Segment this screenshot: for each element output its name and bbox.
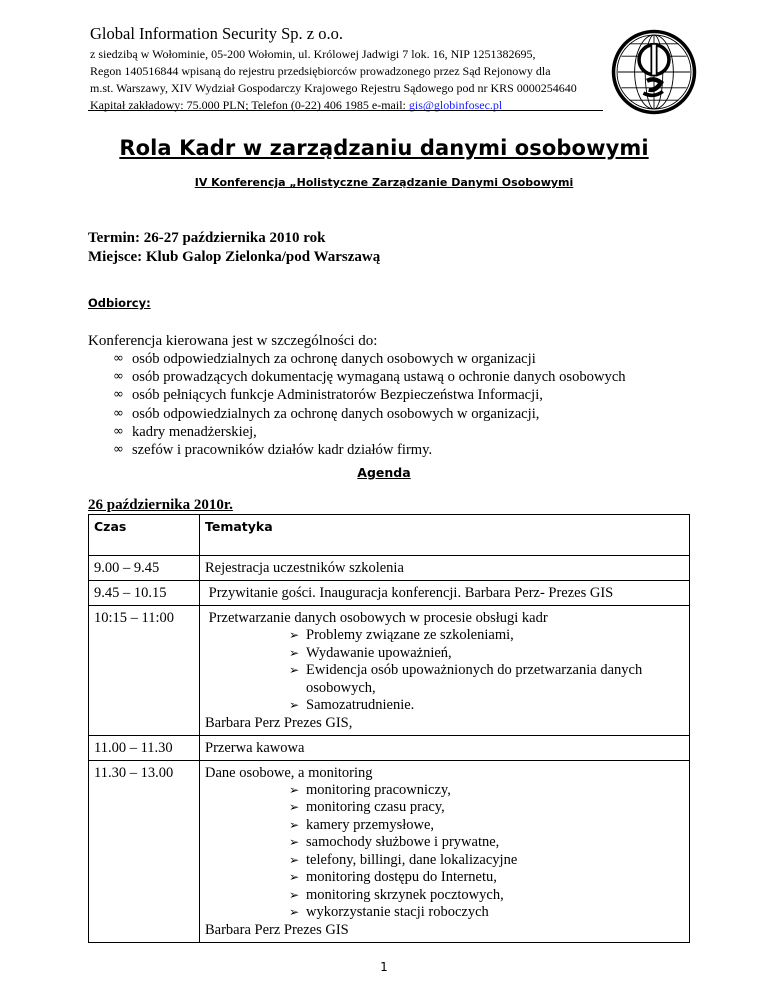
sublist-text: samochody służbowe i prywatne,	[306, 834, 500, 850]
list-item	[88, 441, 626, 459]
company-detail-line: m.st. Warszawy, XIV Wydział Gospodarczy Krajowego Rejestru Sądowego pod nr KRS 0000254640	[90, 81, 577, 95]
sublist-text: wykorzystanie stacji roboczych	[306, 904, 489, 920]
sublist-text: Wydawanie upoważnień,	[306, 644, 452, 661]
list-item	[88, 423, 626, 441]
arrow-bullet-icon: ➢	[289, 663, 300, 677]
list-item	[289, 904, 684, 922]
list-item	[289, 627, 669, 645]
row-time: 10:15 – 11:00	[89, 606, 200, 736]
list-item	[289, 645, 669, 663]
event-term: Termin: 26-27 października 2010 rok	[88, 230, 326, 246]
agenda-heading: Agenda	[357, 465, 411, 480]
sublist-text: monitoring skrzynek pocztowych,	[306, 886, 504, 903]
company-logo	[610, 28, 698, 116]
sublist-text: kamery przemysłowe,	[306, 816, 435, 833]
event-place: Miejsce: Klub Galop Zielonka/pod Warszawą	[88, 249, 381, 265]
row-topic: Przetwarzanie danych osobowych w procesie obsługi kadr	[205, 610, 548, 626]
arrow-bullet-icon: ➢	[289, 905, 300, 919]
company-details	[90, 46, 600, 114]
arrow-bullet-icon: ➢	[289, 817, 300, 832]
sublist-text: Samozatrudnienie.	[306, 697, 415, 713]
table-row	[89, 735, 690, 760]
list-item	[289, 662, 669, 697]
table-header-row	[89, 515, 690, 556]
contact-prefix: Kapitał zakładowy: 75.000 PLN; Telefon (0-22) 406 1985 e-mail:	[90, 98, 409, 112]
letterhead	[90, 24, 600, 114]
row-topic: Przerwa kawowa	[200, 735, 690, 760]
row-speaker: Barbara Perz Prezes GIS	[205, 921, 349, 938]
row-topic: Dane osobowe, a monitoring	[205, 764, 373, 781]
agenda-table	[88, 514, 690, 943]
row-time: 11.30 – 13.00	[89, 760, 200, 942]
event-details	[88, 229, 380, 267]
column-header-topic: Tematyka	[200, 515, 690, 556]
document-subtitle: IV Konferencja „Holistyczne Zarządzanie Danymi Osobowymi	[194, 176, 574, 189]
agenda-day: 26 października 2010r.	[88, 497, 233, 513]
list-item	[289, 697, 669, 715]
recipients-heading: Odbiorcy:	[88, 296, 151, 310]
company-detail-line: Regon 140516844 wpisaną do rejestru przedsiębiorców prowadzonego przez Sąd Rejonowy dla	[90, 64, 551, 78]
list-item	[289, 869, 684, 887]
row-topic: Przywitanie gości. Inauguracja konferencji. Barbara Perz- Prezes GIS	[200, 581, 690, 606]
list-item	[289, 834, 684, 852]
table-row	[89, 581, 690, 606]
arrow-bullet-icon: ➢	[289, 835, 300, 849]
sublist-text: monitoring czasu pracy,	[306, 799, 445, 815]
row-topic-cell	[200, 606, 690, 736]
list-item	[289, 852, 684, 870]
recipient-text: kadry menadżerskiej,	[132, 423, 257, 440]
list-item	[289, 817, 684, 835]
table-row	[89, 556, 690, 581]
topic-sublist	[289, 627, 669, 715]
topic-sublist	[289, 782, 684, 922]
sublist-text: telefony, billingi, dane lokalizacyjne	[306, 851, 518, 868]
list-item	[289, 887, 684, 905]
email-link[interactable]: gis@globinfosec.pl	[408, 98, 503, 112]
row-time: 9.45 – 10.15	[89, 581, 200, 606]
list-item	[289, 799, 684, 817]
arrow-bullet-icon: ➢	[289, 628, 300, 642]
arrow-bullet-icon: ➢	[289, 782, 300, 797]
header-divider	[88, 110, 603, 111]
page-number: 1	[380, 960, 388, 974]
arrow-bullet-icon: ➢	[289, 852, 300, 867]
sublist-text: Problemy związane ze szkoleniami,	[306, 627, 514, 643]
arrow-bullet-icon: ➢	[289, 887, 300, 902]
row-time: 11.00 – 11.30	[89, 735, 200, 760]
arrow-bullet-icon: ➢	[289, 645, 300, 660]
recipients-list	[88, 350, 626, 459]
row-topic: Rejestracja uczestników szkolenia	[200, 556, 690, 581]
recipient-text: osób prowadzących dokumentację wymaganą ustawą o ochronie danych osobowych	[132, 369, 626, 386]
arrow-bullet-icon: ➢	[289, 698, 300, 712]
company-detail-line: z siedzibą w Wołominie, 05-200 Wołomin, ul. Królowej Jadwigi 7 lok. 16, NIP 1251382695,	[90, 47, 536, 61]
recipients-intro: Konferencja kierowana jest w szczególności do:	[88, 333, 378, 349]
list-item	[88, 368, 626, 386]
sublist-text: monitoring dostępu do Internetu,	[306, 869, 497, 885]
sublist-text: monitoring pracowniczy,	[306, 781, 451, 798]
company-contact-line	[90, 97, 600, 114]
list-item	[88, 386, 626, 404]
sublist-text: Ewidencja osób upoważnionych do przetwarzania danych osobowych,	[306, 662, 643, 696]
list-item	[289, 782, 684, 800]
infinity-bullet-icon: ∞	[113, 442, 124, 458]
document-title: Rola Kadr w zarządzaniu danymi osobowymi	[119, 136, 649, 160]
company-name: Global Information Security Sp. z o.o.	[90, 24, 343, 43]
infinity-bullet-icon: ∞	[113, 369, 124, 385]
infinity-bullet-icon: ∞	[113, 405, 124, 421]
recipient-text: osób pełniących funkcje Administratorów Bezpieczeństwa Informacji,	[132, 387, 543, 404]
infinity-bullet-icon: ∞	[113, 351, 124, 366]
recipient-text: osób odpowiedzialnych za ochronę danych osobowych w organizacji,	[132, 405, 540, 422]
recipient-text: osób odpowiedzialnych za ochronę danych osobowych w organizacji	[132, 351, 536, 367]
row-topic-cell	[200, 760, 690, 942]
arrow-bullet-icon: ➢	[289, 870, 300, 884]
table-row	[89, 760, 690, 942]
row-speaker: Barbara Perz Prezes GIS,	[205, 714, 353, 731]
infinity-bullet-icon: ∞	[113, 423, 124, 439]
recipient-text: szefów i pracowników działów kadr działów firmy.	[132, 442, 433, 459]
list-item	[88, 350, 626, 368]
table-row	[89, 606, 690, 736]
infinity-bullet-icon: ∞	[113, 387, 124, 403]
row-time: 9.00 – 9.45	[89, 556, 200, 581]
arrow-bullet-icon: ➢	[289, 800, 300, 814]
list-item	[88, 405, 626, 423]
column-header-time: Czas	[89, 515, 200, 556]
